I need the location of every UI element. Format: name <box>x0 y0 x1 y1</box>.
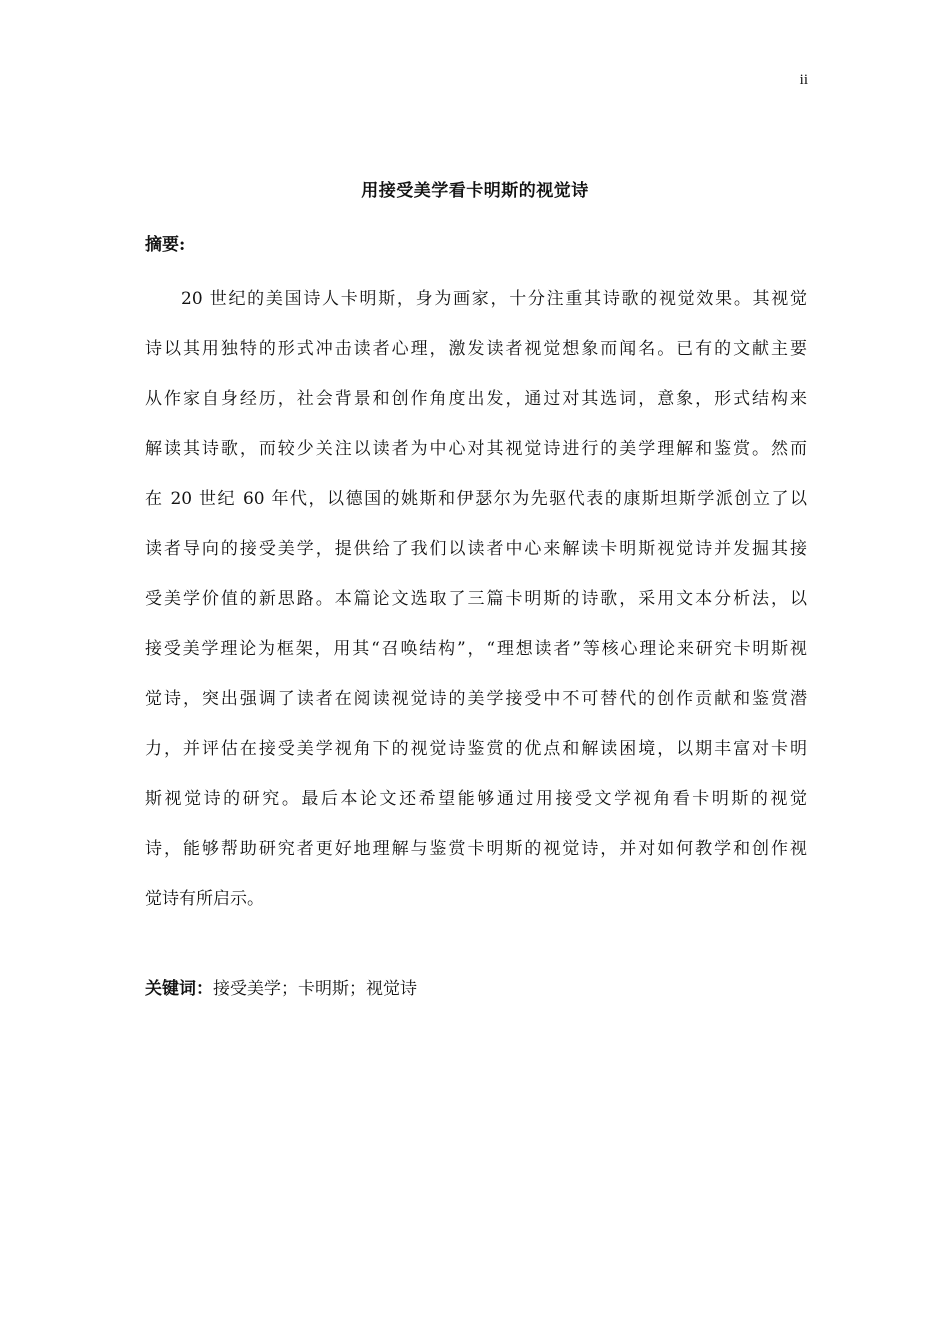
abstract-body <box>145 274 807 924</box>
paper-title: 用接受美学看卡明斯的视觉诗 <box>361 181 589 201</box>
abstract-line: 斯视觉诗的研究。最后本论文还希望能够通过用接受文学视角看卡明斯的视觉 <box>145 789 807 809</box>
abstract-heading: 摘要: <box>145 235 186 255</box>
abstract-line: 受美学价值的新思路。本篇论文选取了三篇卡明斯的诗歌，采用文本分析法，以 <box>145 589 807 609</box>
abstract-line: 诗，能够帮助研究者更好地理解与鉴赏卡明斯的视觉诗，并对如何教学和创作视 <box>145 839 807 859</box>
abstract-line: 觉诗有所启示。 <box>145 889 264 909</box>
abstract-line: 读者导向的接受美学，提供给了我们以读者中心来解读卡明斯视觉诗并发掘其接 <box>145 539 807 559</box>
abstract-line: 从作家自身经历，社会背景和创作角度出发，通过对其选词，意象，形式结构来 <box>145 389 807 409</box>
page-number: ii <box>799 72 808 88</box>
abstract-line: 解读其诗歌，而较少关注以读者为中心对其视觉诗进行的美学理解和鉴赏。然而 <box>145 439 807 459</box>
abstract-line: 觉诗，突出强调了读者在阅读视觉诗的美学接受中不可替代的创作贡献和鉴赏潜 <box>145 689 807 709</box>
abstract-line: 在 20 世纪 60 年代，以德国的姚斯和伊瑟尔为先驱代表的康斯坦斯学派创立了以 <box>145 489 807 509</box>
abstract-line: 20 世纪的美国诗人卡明斯，身为画家，十分注重其诗歌的视觉效果。其视觉 <box>181 289 807 309</box>
abstract-line: 力，并评估在接受美学视角下的视觉诗鉴赏的优点和解读困境，以期丰富对卡明 <box>145 739 807 759</box>
keywords-text: 接受美学；卡明斯；视觉诗 <box>213 979 417 999</box>
abstract-line: 诗以其用独特的形式冲击读者心理，激发读者视觉想象而闻名。已有的文献主要 <box>145 339 807 359</box>
keywords <box>145 974 417 999</box>
abstract-line: 接受美学理论为框架，用其“召唤结构”，“理想读者”等核心理论来研究卡明斯视 <box>145 639 807 659</box>
keywords-label: 关键词： <box>145 979 213 999</box>
